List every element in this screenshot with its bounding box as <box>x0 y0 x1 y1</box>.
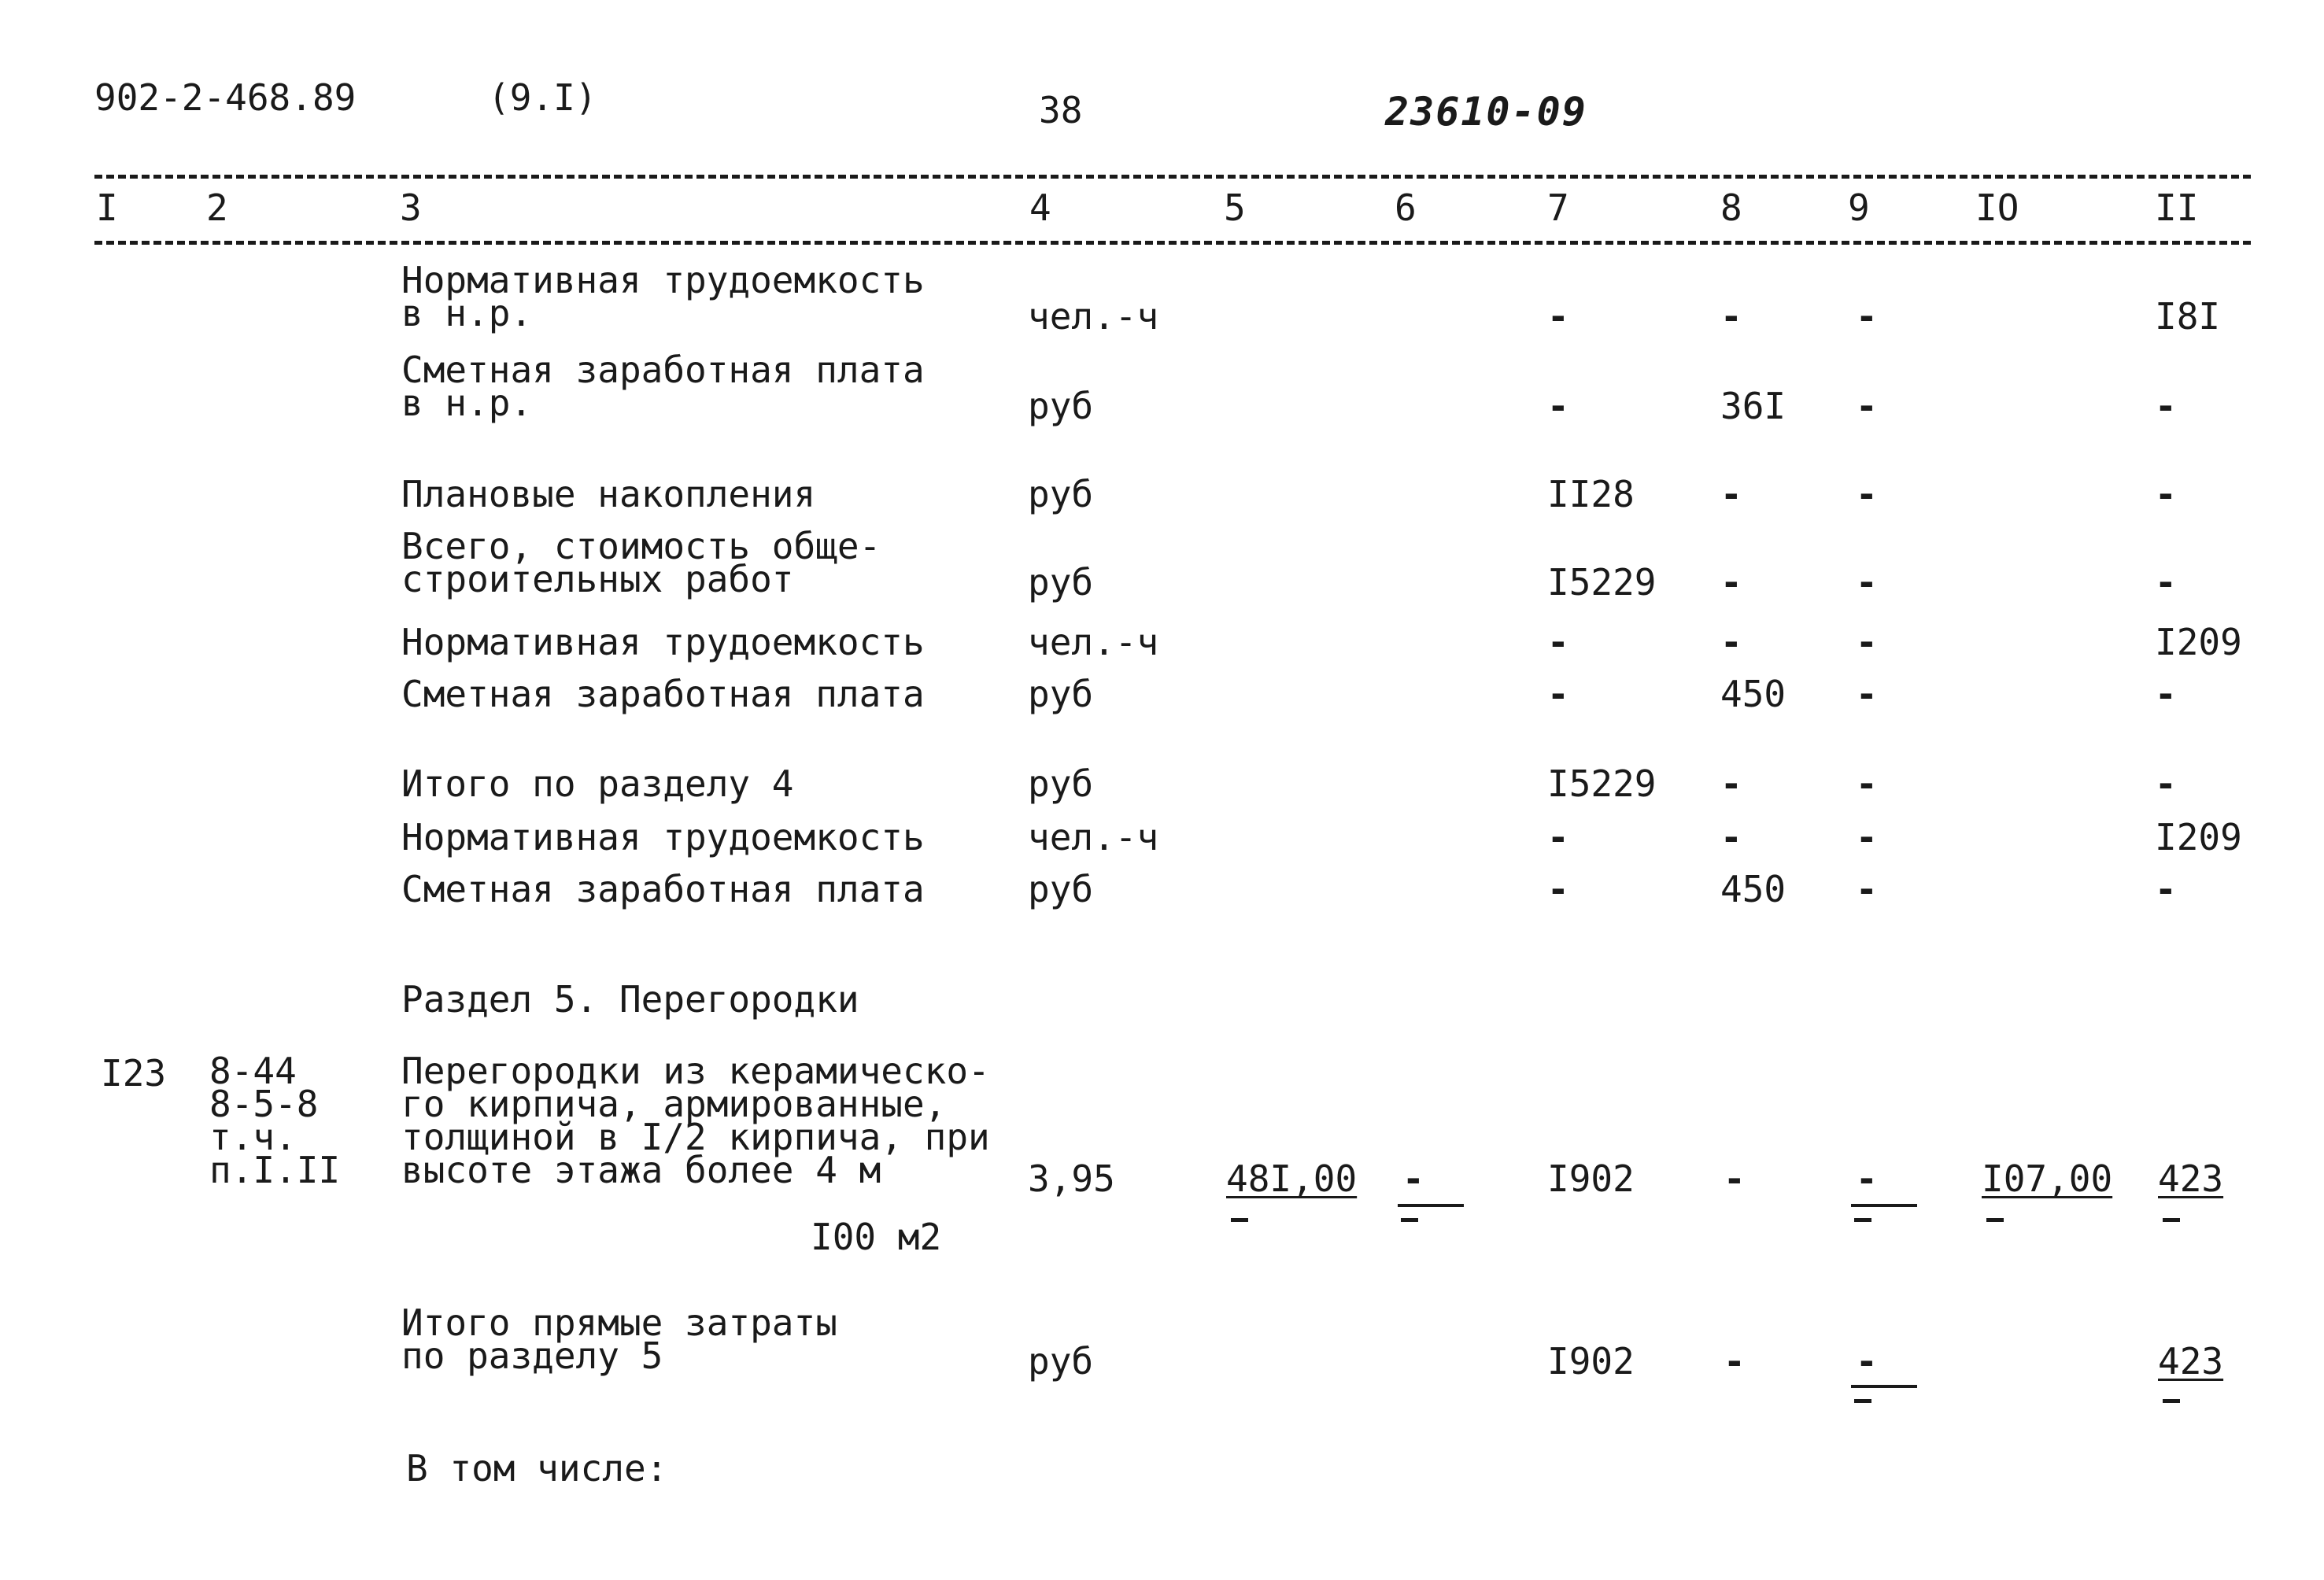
row-label-line-2: в н.р. <box>401 382 533 424</box>
item-desc-4: высоте этажа более 4 м <box>401 1149 881 1191</box>
column-number-row <box>0 186 2324 229</box>
section-total-col7: I902 <box>1547 1340 1635 1382</box>
header-rule-bottom <box>94 241 2251 245</box>
page-number: 38 <box>1039 89 1083 131</box>
row-label: Итого по разделу 4 <box>401 762 794 805</box>
row-c8: - <box>1720 816 1742 858</box>
item-total: I902 <box>1547 1157 1635 1200</box>
item-desc-3: толщиной в I/2 кирпича, при <box>401 1116 990 1158</box>
section-total-label-2: по разделу 5 <box>401 1335 663 1377</box>
fraction-line <box>1851 1385 1917 1388</box>
row-c7: - <box>1547 621 1569 663</box>
item-code-4: п.I.II <box>209 1149 341 1191</box>
row-c8: 450 <box>1720 673 1786 715</box>
row-c8: - <box>1720 473 1742 515</box>
row-c9: - <box>1856 673 1878 715</box>
column-number: 6 <box>1395 186 1417 229</box>
row-c11: - <box>2155 385 2177 427</box>
sheet-id-stamp: 23610-09 <box>1385 89 1587 135</box>
row-unit: руб <box>1028 561 1094 604</box>
row-unit: руб <box>1028 868 1094 910</box>
row-c8: - <box>1720 295 1742 338</box>
section-total-col9: - <box>1856 1340 1878 1382</box>
item-col11: 423 <box>2158 1157 2224 1200</box>
sub-dash <box>1401 1218 1418 1222</box>
column-number: II <box>2155 186 2199 229</box>
row-unit: чел.-ч <box>1028 295 1159 338</box>
item-col8: - <box>1724 1157 1746 1200</box>
row-c8: - <box>1720 762 1742 805</box>
column-number: 8 <box>1720 186 1742 229</box>
column-number: IO <box>1975 186 2019 229</box>
column-number: 4 <box>1029 186 1051 229</box>
row-c7: II28 <box>1547 473 1635 515</box>
sub-dash <box>1854 1399 1871 1403</box>
row-c7: - <box>1547 868 1569 910</box>
column-number: 5 <box>1224 186 1246 229</box>
item-number: I23 <box>101 1052 167 1095</box>
row-c7: - <box>1547 295 1569 338</box>
item-col6: - <box>1402 1157 1424 1200</box>
row-unit: руб <box>1028 473 1094 515</box>
item-unit: I00 м2 <box>811 1216 942 1258</box>
row-c9: - <box>1856 762 1878 805</box>
item-col10: I07,00 <box>1982 1157 2113 1200</box>
section-code: (9.I) <box>488 76 597 119</box>
row-c9: - <box>1856 621 1878 663</box>
row-c11: I209 <box>2155 621 2242 663</box>
sub-dash <box>1986 1218 2004 1222</box>
row-label-line-1: Сметная заработная плата <box>401 349 925 391</box>
column-number: 2 <box>206 186 228 229</box>
row-c7: - <box>1547 673 1569 715</box>
row-c11: I8I <box>2155 295 2221 338</box>
row-label-line-2: в н.р. <box>401 292 533 334</box>
row-c9: - <box>1856 473 1878 515</box>
row-label-line-2: строительных работ <box>401 558 794 600</box>
column-number: 3 <box>400 186 422 229</box>
row-c11: - <box>2155 673 2177 715</box>
row-c11: - <box>2155 762 2177 805</box>
row-c7: I5229 <box>1547 762 1657 805</box>
row-c9: - <box>1856 385 1878 427</box>
item-code-2: 8-5-8 <box>209 1083 319 1125</box>
row-label: Сметная заработная плата <box>401 868 925 910</box>
row-c11: - <box>2155 473 2177 515</box>
row-c8: - <box>1720 621 1742 663</box>
row-c9: - <box>1856 295 1878 338</box>
section-total-label-1: Итого прямые затраты <box>401 1301 837 1344</box>
section-title: Раздел 5. Перегородки <box>401 978 859 1021</box>
section-total-col11: 423 <box>2158 1340 2224 1382</box>
row-c8: - <box>1720 561 1742 604</box>
document-code: 902-2-468.89 <box>94 76 357 119</box>
row-c9: - <box>1856 561 1878 604</box>
row-c7: - <box>1547 385 1569 427</box>
including-label: В том числе: <box>406 1447 668 1490</box>
row-c11: I209 <box>2155 816 2242 858</box>
row-label: Плановые накопления <box>401 473 816 515</box>
row-label-line-1: Всего, стоимость обще- <box>401 525 881 567</box>
row-c9: - <box>1856 868 1878 910</box>
section-total-col8: - <box>1724 1340 1746 1382</box>
header-rule-top <box>94 175 2251 179</box>
item-desc-2: го кирпича, армированные, <box>401 1083 947 1125</box>
sub-dash <box>1231 1218 1248 1222</box>
row-c7: I5229 <box>1547 561 1657 604</box>
row-c7: - <box>1547 816 1569 858</box>
column-number: 9 <box>1848 186 1870 229</box>
section-total-unit: руб <box>1028 1340 1094 1382</box>
fraction-line <box>1851 1204 1917 1207</box>
item-code-1: 8-44 <box>209 1050 297 1092</box>
sub-dash <box>2163 1399 2180 1403</box>
row-unit: чел.-ч <box>1028 621 1159 663</box>
row-unit: руб <box>1028 673 1094 715</box>
row-label: Сметная заработная плата <box>401 673 925 715</box>
item-desc-1: Перегородки из керамическо- <box>401 1050 990 1092</box>
item-code-3: т.ч. <box>209 1116 297 1158</box>
row-unit: чел.-ч <box>1028 816 1159 858</box>
item-quantity: 3,95 <box>1028 1157 1115 1200</box>
row-unit: руб <box>1028 385 1094 427</box>
fraction-line <box>1398 1204 1464 1207</box>
row-unit: руб <box>1028 762 1094 805</box>
row-label-line-1: Нормативная трудоемкость <box>401 259 925 301</box>
sub-dash <box>1854 1218 1871 1222</box>
row-c8: 450 <box>1720 868 1786 910</box>
row-label: Нормативная трудоемкость <box>401 621 925 663</box>
row-c11: - <box>2155 561 2177 604</box>
column-number: I <box>96 186 118 229</box>
row-c8: 36I <box>1720 385 1786 427</box>
item-col9: - <box>1856 1157 1878 1200</box>
row-label: Нормативная трудоемкость <box>401 816 925 858</box>
sub-dash <box>2163 1218 2180 1222</box>
item-unit-price: 48I,00 <box>1226 1157 1358 1200</box>
row-c11: - <box>2155 868 2177 910</box>
column-number: 7 <box>1547 186 1569 229</box>
row-c9: - <box>1856 816 1878 858</box>
